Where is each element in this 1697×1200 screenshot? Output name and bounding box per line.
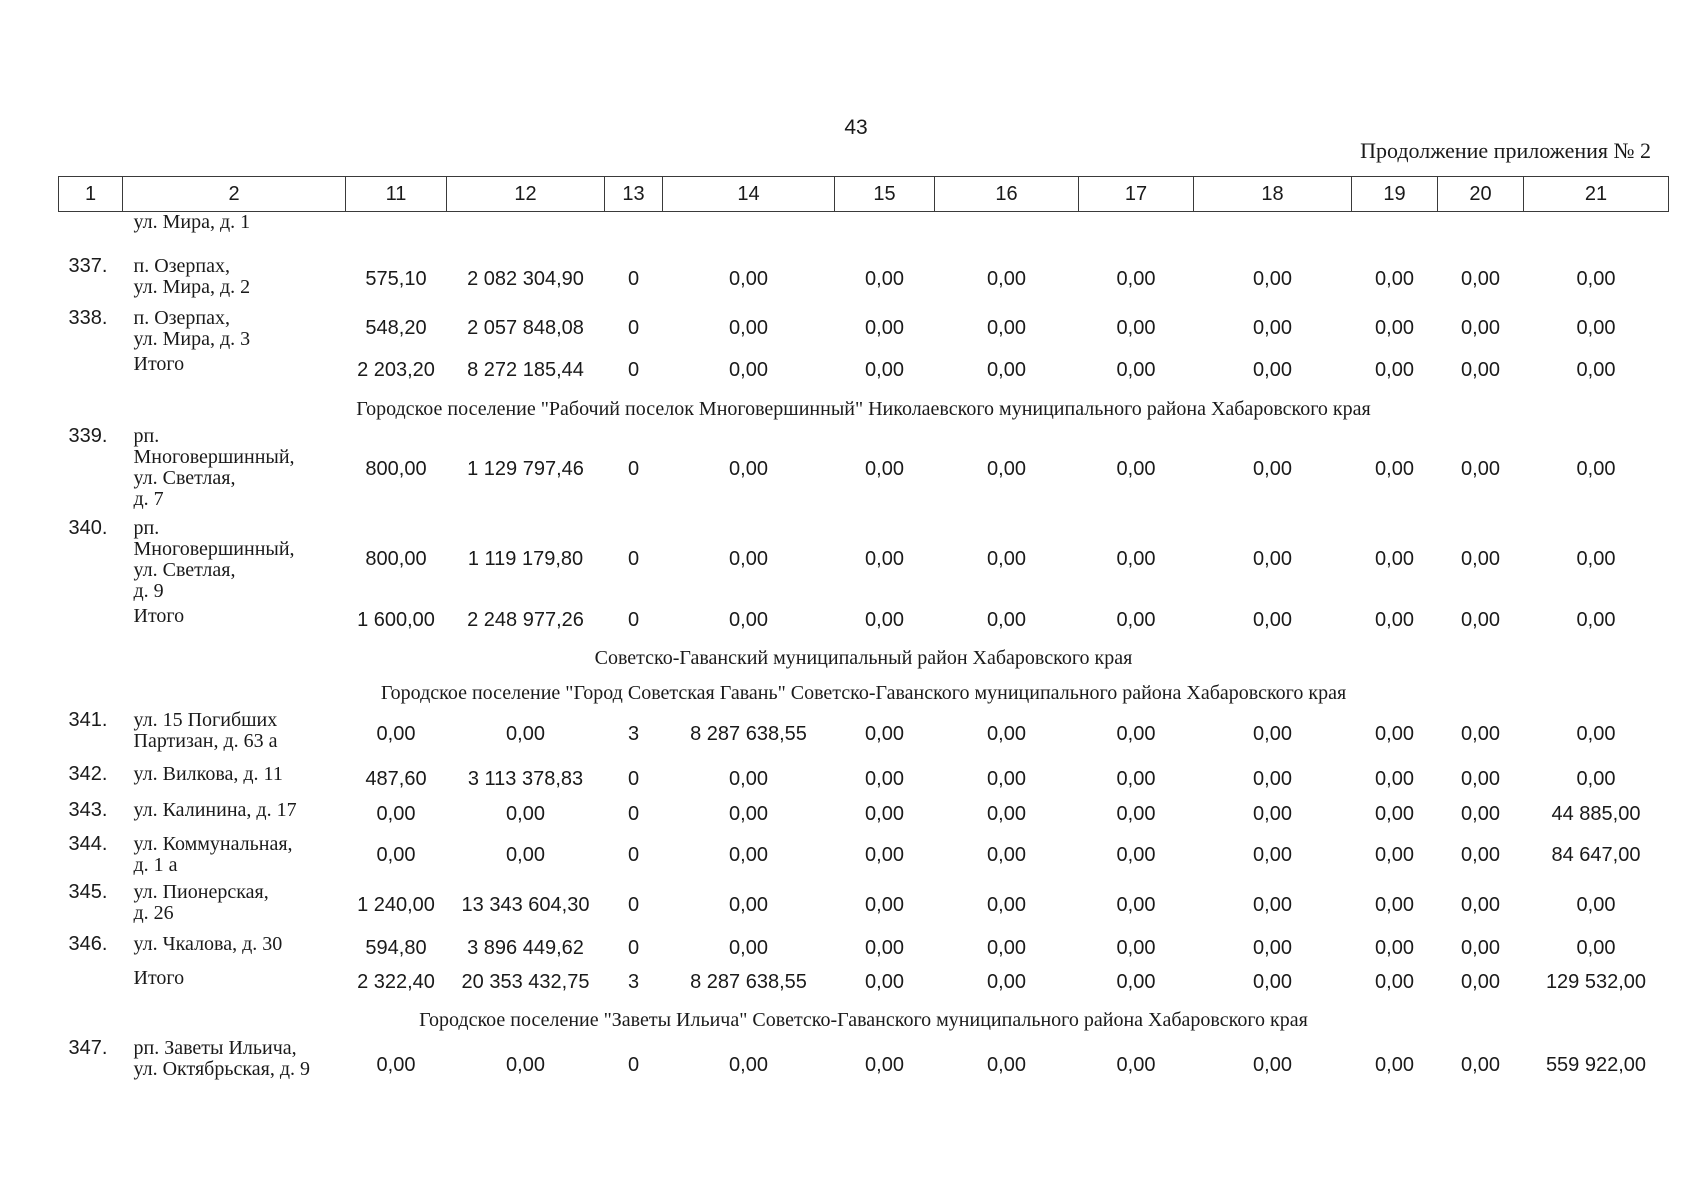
value-cell: 0,00 — [1461, 317, 1500, 339]
address-cell — [123, 306, 346, 352]
table-row — [59, 880, 1669, 932]
address-line: Партизан, д. 63 а — [133, 729, 278, 752]
address-cell — [123, 424, 346, 516]
section-heading-row — [59, 1000, 1669, 1036]
value-cell: 2 322,40 — [357, 971, 435, 993]
column-header: 19 — [1352, 177, 1438, 212]
value-cell: 3 896 449,62 — [467, 937, 584, 959]
value-cell: 0,00 — [1116, 609, 1156, 631]
section-heading: Городское поселение "Заветы Ильича" Советско-Гаванского муниципального района Хабаровского края — [419, 1009, 1308, 1031]
address-line: д. 7 — [133, 487, 164, 510]
value-cell: 0,00 — [865, 359, 904, 381]
section-heading-row — [59, 390, 1669, 424]
value-cell: 0,00 — [1253, 1054, 1292, 1076]
address-line: ул. Светлая, — [133, 558, 236, 581]
value-cell: 0,00 — [1253, 937, 1292, 959]
value-cell: 0,00 — [1253, 609, 1292, 631]
total-label — [123, 352, 346, 390]
value-cell: 0,00 — [1253, 894, 1292, 916]
value-cell: 2 082 304,90 — [467, 268, 584, 290]
value-cell: 0,00 — [987, 971, 1026, 993]
value-cell: 0,00 — [1375, 609, 1414, 631]
address-cell — [123, 762, 346, 798]
address-line: Многовершинный, — [133, 445, 295, 468]
value-cell: 0,00 — [987, 458, 1026, 480]
address-line: п. Озерпах, — [133, 306, 231, 329]
value-cell: 0,00 — [729, 803, 768, 825]
section-heading: Советско-Гаванский муниципальный район Хабаровского края — [594, 647, 1133, 669]
value-cell: 0 — [627, 768, 640, 790]
value-cell: 800,00 — [365, 458, 427, 480]
value-cell: 0,00 — [987, 609, 1026, 631]
value-cell: 0,00 — [729, 548, 768, 570]
value-cell: 0,00 — [1461, 723, 1500, 745]
address-cell — [123, 932, 346, 966]
value-cell: 0,00 — [1375, 548, 1414, 570]
total-row — [59, 604, 1669, 638]
address-line: ул. Мира, д. 2 — [133, 275, 251, 298]
value-cell: 559 922,00 — [1545, 1054, 1647, 1076]
value-cell: 0 — [627, 803, 640, 825]
value-cell: 487,60 — [365, 768, 427, 790]
row-number: 345. — [68, 880, 108, 903]
value-cell: 0,00 — [1116, 359, 1156, 381]
value-cell: 44 885,00 — [1551, 803, 1641, 825]
table-row — [59, 254, 1669, 306]
address-line: рп. — [133, 424, 160, 447]
value-cell: 0,00 — [865, 971, 904, 993]
value-cell: 0,00 — [729, 844, 768, 866]
value-cell: 0,00 — [1461, 609, 1500, 631]
value-cell: 0,00 — [865, 894, 904, 916]
column-header: 12 — [447, 177, 605, 212]
value-cell: 0 — [627, 359, 640, 381]
column-header: 2 — [123, 177, 346, 212]
table-row — [59, 832, 1669, 880]
column-header: 11 — [346, 177, 447, 212]
value-cell: 0,00 — [987, 803, 1026, 825]
value-cell: 0,00 — [1375, 317, 1414, 339]
total-label — [123, 966, 346, 1000]
value-cell: 1 240,00 — [357, 894, 435, 916]
value-cell: 0,00 — [1116, 803, 1156, 825]
total-row — [59, 352, 1669, 390]
value-cell: 1 600,00 — [357, 609, 435, 631]
value-cell: 0,00 — [865, 268, 904, 290]
value-cell: 8 287 638,55 — [690, 971, 807, 993]
row-number — [59, 966, 123, 1000]
value-cell: 1 129 797,46 — [467, 458, 584, 480]
address-line: ул. Пионерская, — [133, 880, 269, 903]
table-row — [59, 306, 1669, 352]
section-heading: Городское поселение "Рабочий поселок Многовершинный" Николаевского муниципального района Хабаровского края — [356, 398, 1371, 420]
column-header: 18 — [1194, 177, 1352, 212]
value-cell: 0,00 — [987, 894, 1026, 916]
value-cell: 0,00 — [987, 1054, 1026, 1076]
value-cell: 0,00 — [1116, 317, 1156, 339]
value-cell: 0 — [627, 1054, 640, 1076]
value-cell: 0,00 — [376, 1054, 416, 1076]
value-cell: 0,00 — [1253, 268, 1292, 290]
page-number: 43 — [844, 116, 868, 139]
value-cell: 0,00 — [1576, 723, 1616, 745]
address-line: ул. 15 Погибших — [133, 708, 278, 731]
value-cell: 0,00 — [729, 768, 768, 790]
value-cell: 0,00 — [1375, 268, 1414, 290]
total-row — [59, 966, 1669, 1000]
value-cell: 0,00 — [987, 937, 1026, 959]
value-cell: 0,00 — [1116, 894, 1156, 916]
column-header: 1 — [59, 177, 123, 212]
value-cell: 0,00 — [506, 803, 545, 825]
address-line: рп. — [133, 516, 160, 539]
value-cell: 0,00 — [1375, 894, 1414, 916]
row-number: 346. — [68, 932, 108, 955]
value-cell: 0,00 — [865, 937, 904, 959]
table-body — [59, 212, 1669, 1096]
table-row — [59, 708, 1669, 762]
value-cell: 0,00 — [987, 268, 1026, 290]
value-cell: 13 343 604,30 — [461, 894, 590, 916]
table-row — [59, 424, 1669, 516]
address-line: д. 1 а — [133, 853, 178, 876]
value-cell: 84 647,00 — [1551, 844, 1641, 866]
value-cell: 2 203,20 — [357, 359, 435, 381]
address-line: ул. Светлая, — [133, 466, 236, 489]
value-cell: 0,00 — [1375, 844, 1414, 866]
value-cell: 0,00 — [1116, 844, 1156, 866]
value-cell: 0,00 — [729, 268, 768, 290]
value-cell: 0,00 — [987, 317, 1026, 339]
value-cell: 0,00 — [1576, 458, 1616, 480]
value-cell: 0,00 — [987, 723, 1026, 745]
value-cell: 0,00 — [865, 548, 904, 570]
value-cell: 0,00 — [1461, 844, 1500, 866]
value-cell: 0,00 — [1576, 317, 1616, 339]
value-cell: 0,00 — [376, 723, 416, 745]
value-cell: 0,00 — [1253, 359, 1292, 381]
address-line: д. 9 — [133, 579, 164, 602]
column-header: 21 — [1524, 177, 1669, 212]
address-line: Итого — [133, 352, 185, 375]
value-cell: 0,00 — [729, 317, 768, 339]
address-line: д. 26 — [133, 901, 174, 924]
value-cell: 0 — [627, 548, 640, 570]
value-cell: 0,00 — [1116, 458, 1156, 480]
value-cell: 0,00 — [1461, 894, 1500, 916]
appendix-table — [58, 176, 1669, 1096]
value-cell: 0,00 — [1116, 723, 1156, 745]
value-cell: 0,00 — [1576, 268, 1616, 290]
address-cell — [123, 708, 346, 762]
value-cell: 0,00 — [1253, 458, 1292, 480]
value-cell: 0,00 — [729, 894, 768, 916]
row-number: 338. — [68, 306, 108, 329]
value-cell: 0,00 — [1116, 1054, 1156, 1076]
value-cell: 0,00 — [1576, 768, 1616, 790]
value-cell: 3 — [627, 971, 640, 993]
value-cell: 575,10 — [365, 268, 427, 290]
value-cell: 0,00 — [865, 317, 904, 339]
value-cell: 0,00 — [506, 1054, 545, 1076]
value-cell: 0,00 — [729, 458, 768, 480]
value-cell: 0,00 — [506, 723, 545, 745]
value-cell: 0,00 — [1116, 937, 1156, 959]
value-cell: 594,80 — [365, 937, 427, 959]
value-cell: 2 057 848,08 — [467, 317, 584, 339]
row-number: 347. — [68, 1036, 108, 1059]
table-row — [59, 1036, 1669, 1096]
value-cell: 0,00 — [1375, 359, 1414, 381]
value-cell: 0 — [627, 268, 640, 290]
continued-row — [59, 212, 1669, 254]
row-number: 340. — [68, 516, 108, 539]
value-cell: 0,00 — [1461, 803, 1500, 825]
value-cell: 0,00 — [865, 844, 904, 866]
column-header: 14 — [663, 177, 835, 212]
value-cell: 0,00 — [1461, 359, 1500, 381]
section-heading-row — [59, 638, 1669, 674]
value-cell: 0,00 — [1461, 268, 1500, 290]
value-cell: 0,00 — [1461, 768, 1500, 790]
value-cell: 0,00 — [1576, 548, 1616, 570]
section-heading-row — [59, 674, 1669, 708]
address-line: ул. Коммунальная, — [133, 832, 293, 855]
value-cell: 0,00 — [1253, 844, 1292, 866]
address-cell — [123, 798, 346, 832]
table-row — [59, 798, 1669, 832]
value-cell: 0,00 — [1375, 937, 1414, 959]
value-cell: 0,00 — [865, 768, 904, 790]
value-cell: 800,00 — [365, 548, 427, 570]
table-row — [59, 932, 1669, 966]
value-cell: 0,00 — [1576, 894, 1616, 916]
value-cell: 3 — [627, 723, 640, 745]
value-cell: 0,00 — [729, 937, 768, 959]
value-cell: 0,00 — [1253, 317, 1292, 339]
value-cell: 0,00 — [1576, 937, 1616, 959]
address-line: ул. Калинина, д. 17 — [133, 798, 297, 821]
value-cell: 1 119 179,80 — [467, 548, 584, 570]
address-line: Итого — [133, 966, 185, 989]
value-cell: 0,00 — [865, 803, 904, 825]
value-cell: 0,00 — [1116, 268, 1156, 290]
value-cell: 0,00 — [1253, 971, 1292, 993]
value-cell: 0,00 — [1461, 458, 1500, 480]
row-number — [59, 604, 123, 638]
value-cell: 0,00 — [1253, 803, 1292, 825]
value-cell: 0,00 — [1116, 768, 1156, 790]
value-cell: 0,00 — [1576, 609, 1616, 631]
value-cell: 548,20 — [365, 317, 427, 339]
value-cell: 0 — [627, 317, 640, 339]
value-cell: 0,00 — [1375, 723, 1414, 745]
value-cell: 0,00 — [1461, 1054, 1500, 1076]
total-label — [123, 604, 346, 638]
value-cell: 20 353 432,75 — [461, 971, 590, 993]
table-row — [59, 516, 1669, 604]
row-number: 337. — [68, 254, 108, 277]
value-cell: 0,00 — [865, 723, 904, 745]
value-cell: 0,00 — [1253, 768, 1292, 790]
value-cell: 0,00 — [1116, 548, 1156, 570]
value-cell: 2 248 977,26 — [467, 609, 584, 631]
value-cell: 0,00 — [987, 359, 1026, 381]
address-cell — [123, 516, 346, 604]
value-cell: 0,00 — [1116, 971, 1156, 993]
row-number — [59, 352, 123, 390]
table-row — [59, 762, 1669, 798]
address-line: Итого — [133, 604, 185, 627]
value-cell: 0,00 — [987, 768, 1026, 790]
value-cell: 0,00 — [865, 609, 904, 631]
column-header: 17 — [1079, 177, 1194, 212]
section-heading: Городское поселение "Город Советская Гавань" Советско-Гаванского муниципального района Хабаровского края — [380, 682, 1347, 704]
address-cell — [123, 254, 346, 306]
value-cell: 0,00 — [506, 844, 545, 866]
value-cell: 0,00 — [376, 803, 416, 825]
value-cell: 0,00 — [376, 844, 416, 866]
address-line: рп. Заветы Ильича, — [133, 1036, 297, 1059]
value-cell: 0,00 — [987, 844, 1026, 866]
address-cell — [123, 1036, 346, 1096]
value-cell: 0,00 — [729, 1054, 768, 1076]
value-cell: 0 — [627, 844, 640, 866]
row-number: 344. — [68, 832, 108, 855]
value-cell: 0,00 — [1375, 971, 1414, 993]
value-cell: 0,00 — [729, 359, 768, 381]
row-number: 339. — [68, 424, 108, 447]
value-cell: 0,00 — [1375, 803, 1414, 825]
column-header: 16 — [935, 177, 1079, 212]
value-cell: 0 — [627, 458, 640, 480]
value-cell: 0 — [627, 609, 640, 631]
appendix-continuation-label: Продолжение приложения № 2 — [1360, 138, 1651, 163]
value-cell: 0,00 — [1375, 1054, 1414, 1076]
value-cell: 0 — [627, 937, 640, 959]
value-cell: 8 287 638,55 — [690, 723, 807, 745]
value-cell: 0,00 — [865, 1054, 904, 1076]
address-line: ул. Чкалова, д. 30 — [133, 932, 283, 955]
value-cell: 0,00 — [1253, 548, 1292, 570]
value-cell: 0,00 — [1576, 359, 1616, 381]
column-header: 20 — [1438, 177, 1524, 212]
value-cell: 0,00 — [1375, 768, 1414, 790]
value-cell: 0,00 — [729, 609, 768, 631]
address-cell — [123, 880, 346, 932]
row-number: 343. — [68, 798, 108, 821]
address-line: ул. Октябрьская, д. 9 — [133, 1057, 311, 1080]
column-number-header-row — [59, 177, 1669, 212]
value-cell: 0,00 — [987, 548, 1026, 570]
value-cell: 129 532,00 — [1545, 971, 1647, 993]
value-cell: 0,00 — [865, 458, 904, 480]
value-cell: 0,00 — [1375, 458, 1414, 480]
value-cell: 8 272 185,44 — [467, 359, 584, 381]
value-cell: 0,00 — [1461, 971, 1500, 993]
address-line: п. Озерпах, — [133, 254, 231, 277]
column-header: 15 — [835, 177, 935, 212]
continued-address: ул. Мира, д. 1 — [133, 211, 251, 233]
row-number: 341. — [68, 708, 108, 731]
row-number: 342. — [68, 762, 108, 785]
value-cell: 0,00 — [1253, 723, 1292, 745]
address-line: ул. Вилкова, д. 11 — [133, 762, 283, 785]
column-header: 13 — [605, 177, 663, 212]
value-cell: 3 113 378,83 — [467, 768, 584, 790]
value-cell: 0,00 — [1461, 937, 1500, 959]
address-line: ул. Мира, д. 3 — [133, 327, 251, 350]
address-cell — [123, 832, 346, 880]
address-line: Многовершинный, — [133, 537, 295, 560]
value-cell: 0,00 — [1461, 548, 1500, 570]
value-cell: 0 — [627, 894, 640, 916]
